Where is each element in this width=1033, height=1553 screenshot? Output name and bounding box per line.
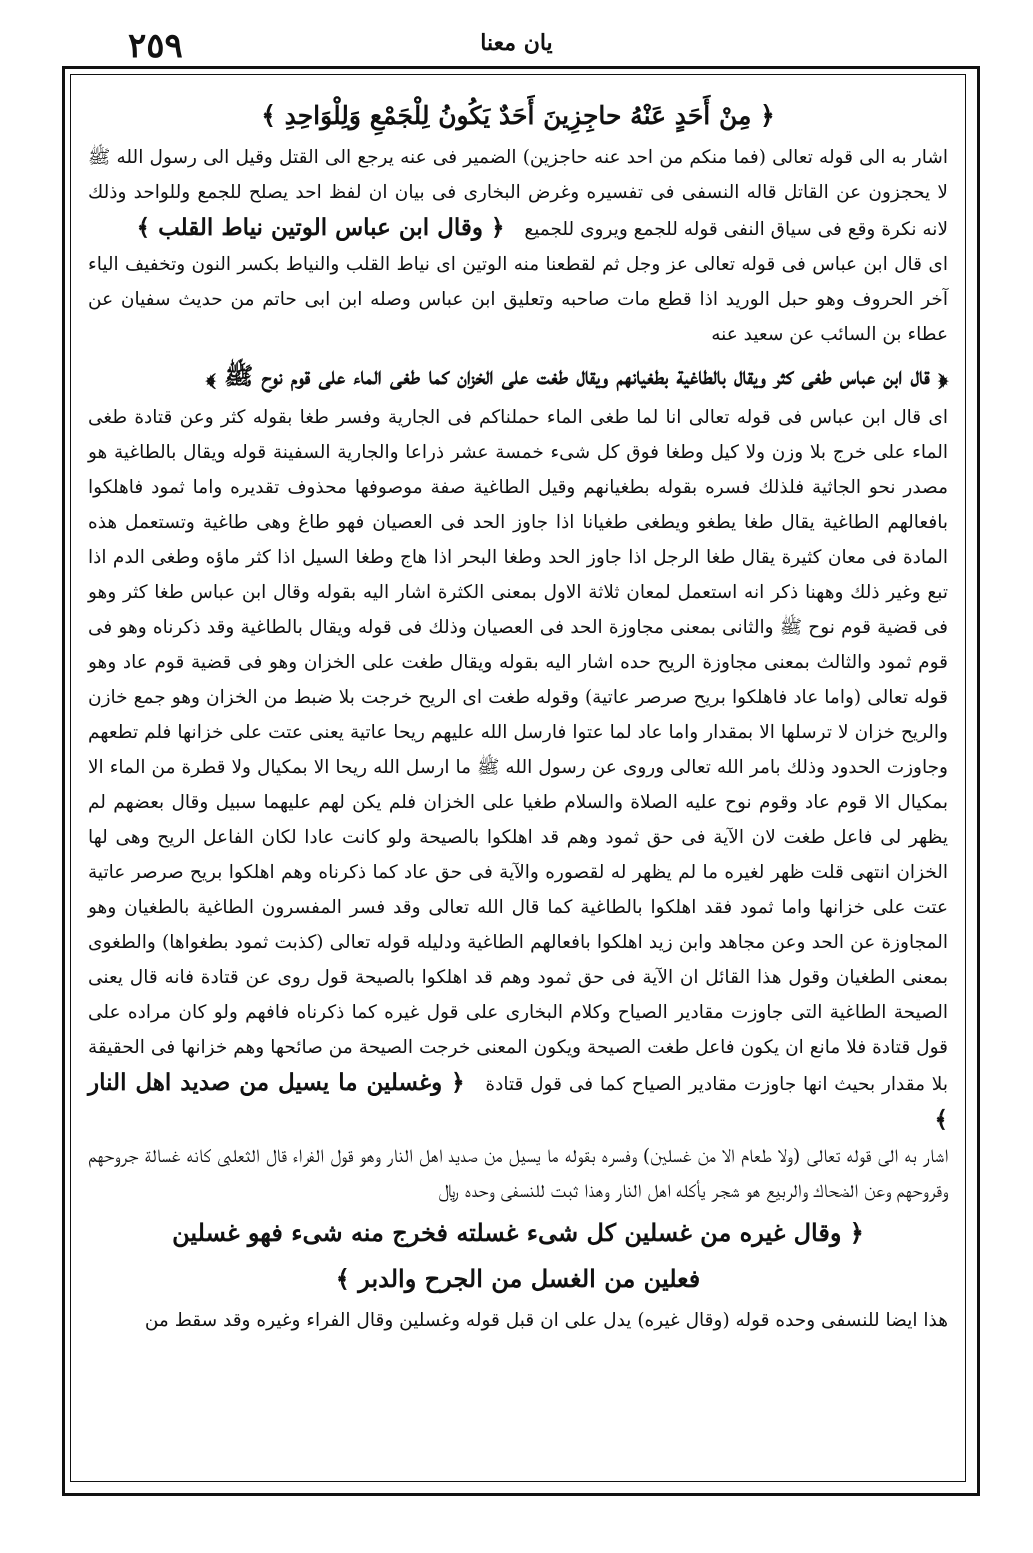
commentary-paragraph: هذا ايضا للنسفى وحده قوله (وقال غيره) يدل على ان قبل قوله وغسلين وقال الفراء وغيره وقد سقط من: [144, 1310, 948, 1331]
section-heading: ﴿ مِنْ أَحَدٍ عَنْهُ حاجِزِينَ أَحَدٌ يَكُونُ لِلْجَمْعِ وَلِلْوَاحِدِ ﴾: [261, 101, 775, 130]
page-content: [88, 92, 948, 1482]
commentary-paragraph: اشار به الى قوله تعالى (ولا طعام الا من غسلين) وفسره بقوله ما يسيل من صديد اهل النار وهو قول الفراء قال الثعلبى كانه غسالة جروحهم وقروحهم وعن الضحاك والربيع هو شجر يأكله اهل النار وهذا ثبت للنسفى وحده ﷼: [88, 1146, 948, 1202]
commentary-paragraph: [88, 400, 948, 1139]
paragraph-text: اشار به الى قوله تعالى (فما منكم من احد عنه حاجزين) الضمير فى عنه يرجع الى القتل وقيل الى رسول الله ﷺ لا يحجزون عن القاتل قاله النسفى فى تفسيره وغرض البخارى فى بيان ان لفظ احد يصلح للجمع وللواحد وذلك لانه نكرة وقع فى سياق النفى قوله للجمع ويروى للجميع: [88, 147, 948, 240]
quoted-text: فعلين من الغسل من الجرح والدبر ﴾: [335, 1264, 701, 1293]
quoted-text: ﴿ قال ابن عباس طغى كثر ويقال بالطاغية بطغيانهم ويقال طغت على الخزان كما طغى الماء على قوم نوح ﷺ ﴾: [206, 361, 948, 390]
commentary-paragraph: [88, 140, 948, 247]
page-number: ٢٥٩: [128, 26, 183, 66]
quoted-text: ﴿ وقال غيره من غسلين كل شىء غسلته فخرج منه شىء فهو غسلين: [172, 1218, 864, 1247]
commentary-paragraph: اى قال ابن عباس فى قوله تعالى عز وجل ثم لقطعنا منه الوتين اى نياط القلب والنياط بكسر النون وتخفيف الياء آخر الحروف وهو حبل الوريد اذا قطع مات صاحبه وتعليق ابن عباس وصله ابن ابى حاتم من حديث سفيان عن عطاء بن السائب عن سعيد عنه: [88, 254, 948, 345]
paragraph-text: اى قال ابن عباس فى قوله تعالى انا لما طغى الماء حملناكم فى الجارية وفسر طغا بقوله كثر وعن قتادة طغى الماء على خرج بلا وزن ولا كيل وطغا فوق كل شىء خمسة عشر ذراعا والجارية السفينة قوله ويقال بالطاغية هو مصدر نحو الجاثية فلذلك فسره بقوله بطغيانهم وقيل الطاغية صفة موصوفها محذوف تقديره واما ثمود فاهلكوا بافعالهم الطاغية يقال طغا يطغو ويطغى طغيانا اذا جاوز الحد فى العصيان فهو طاغ وهى طاغية وتستعمل هذه المادة فى معان كثيرة يقال طغا الرجل اذا جاوز الحد وطغا البحر اذا هاج وطغا السيل اذا كثر ماؤه وطغى الدم اذا تبع وغير ذلك وههنا ذكر انه استعمل لمعان ثلاثة الاول بمعنى الكثرة اشار اليه بقوله وقال ابن عباس طغا كثر وهو فى قضية قوم نوح ﷺ والثانى بمعنى مجاوزة الحد فى العصيان وذلك فى قوله ويقال بالطاغية وقد ذكرناه وهو فى قوم ثمود والثالث بمعنى مجاوزة الريح حده اشار اليه بقوله ويقال طغت على الخزان وهو فى قضية قوم عاد وهو قوله تعالى (واما عاد فاهلكوا بريح صرصر عاتية) وقوله طغت اى الريح خرجت بلا ضبط من الخزان وهو جمع خازن والريح خزان لا ترسلها الا بمقدار واما عاد لما عتوا فارسل الله عليهم ريحا عاتية يعنى عتت على خزانها فلم تطعهم وجاوزت الحدود وذلك بامر الله تعالى وروى عن رسول الله ﷺ ما ارسل الله ريحا الا بمكيال ولا قطرة من الماء الا بمكيال الا قوم عاد وقوم نوح عليه الصلاة والسلام طغيا على الخزان فلم يكن لهم عليهما سبيل وقال بعضهم لم يظهر لى فاعل طغت لان الآية فى حق ثمود وهم قد اهلكوا بالصيحة ولو كانت عادا لكان الفاعل الريح وهى لها الخزان انتهى قلت ظهر لغيره ما لم يظهر له لقصوره والآية فى حق عاد كما ذكرناه وهم اهلكوا بريح صرصر عاتية عتت على خزانها واما ثمود فقد اهلكوا بالطاغية كما قال الله تعالى وقد فسر المفسرون الطاغية بالطغيان وهو المجاوزة عن الحد وعن مجاهد وابن زيد اهلكوا بافعالهم الطاغية ودليله قوله تعالى (كذبت ثمود بطغواها) والطغوى بمعنى الطغيان وقول هذا القائل ان الآية فى حق ثمود وهم قد اهلكوا بالصيحة قول روى عن قتادة فانه قال يعنى الصيحة الطاغية التى جاوزت مقادير الصياح وكلام البخارى على قول غيره كما ذكرناه فافهم ولو كان مراده على قول قتادة فلا مانع ان يكون فاعل طغت الصيحة ويكون المعنى خرجت الصيحة من صائحها وهم خزانها فى الحقيقة بلا مقدار بحيث انها جاوزت مقادير الصياح كما فى قول قتادة: [88, 407, 948, 1095]
inline-quote-heading: ﴿ وقال ابن عباس الوتين نياط القلب ﴾: [136, 214, 505, 241]
inline-quote-heading: ﴿ وغسلين ما يسيل من صديد اهل النار ﴾: [88, 1069, 948, 1133]
running-title: يان معنا: [480, 30, 553, 56]
